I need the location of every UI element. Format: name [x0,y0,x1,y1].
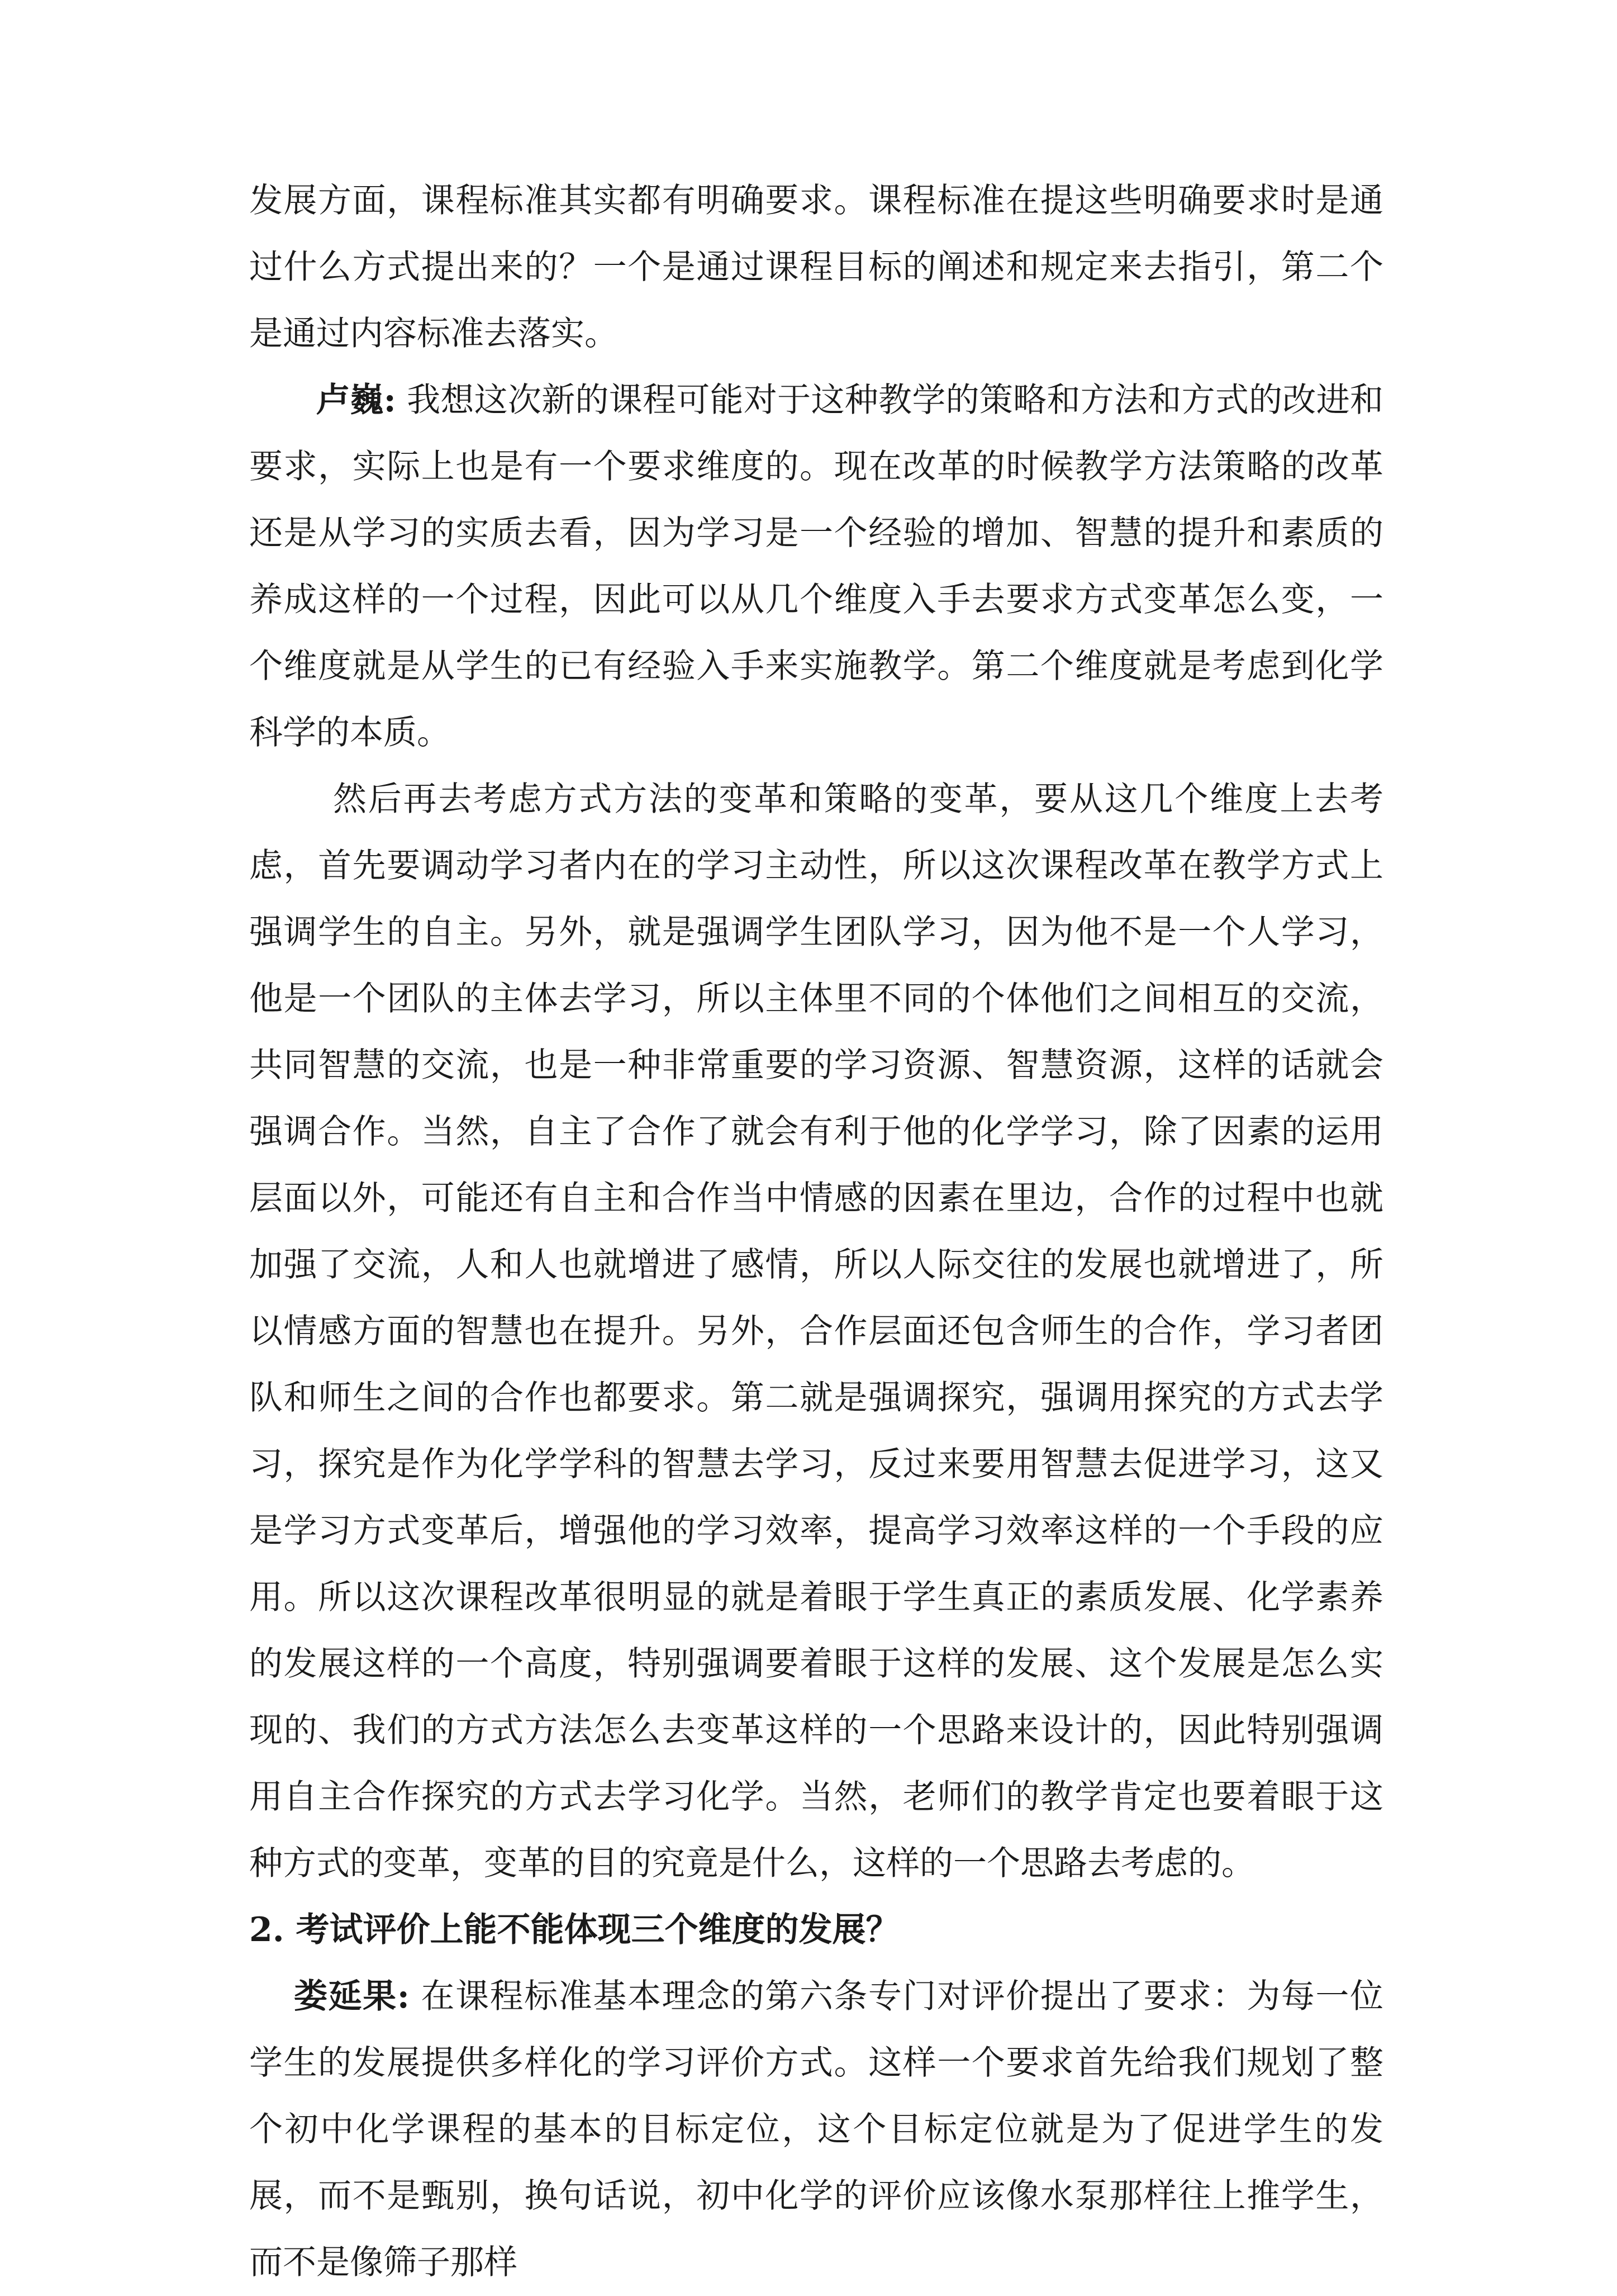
document-page [249,168,1383,2296]
paragraph-4-text: 在课程标准基本理念的第六条专门对评价提出了要求：为每一位学生的发展提供多样化的学习评价方式。这样一个要求首先给我们规划了整个初中化学课程的基本的目标定位，这个目标定位就是为了促进学生的发展，而不是甄别，换句话说，初中化学的评价应该像水泵那样往上推学生，而不是像筛子那样 [249,1977,1383,2282]
paragraph-2-text: 我想这次新的课程可能对于这种教学的策略和方法和方式的改进和要求，实际上也是有一个要求维度的。现在改革的时候教学方法策略的改革还是从学习的实质去看，因为学习是一个经验的增加、智慧的提升和素质的养成这样的一个过程，因此可以从几个维度入手去要求方式变革怎么变，一个维度就是从学生的已有经验入手来实施教学。第二个维度就是考虑到化学科学的本质。 [249,381,1383,752]
speaker-name: 卢巍: [316,381,396,420]
paragraph-1: 发展方面，课程标准其实都有明确要求。课程标准在提这些明确要求时是通过什么方式提出来的？一个是通过课程目标的阐述和规定来去指引，第二个是通过内容标准去落实。 [249,181,1383,353]
paragraph-4 [249,1963,1383,2296]
paragraph-2 [249,367,1383,766]
section-heading: 2. 考试评价上能不能体现三个维度的发展？ [249,1910,900,1949]
speaker-name: 娄延果: [294,1977,410,2016]
paragraph-3: 然后再去考虑方式方法的变革和策略的变革，要从这几个维度上去考虑，首先要调动学习者内在的学习主动性，所以这次课程改革在教学方式上强调学生的自主。另外，就是强调学生团队学习，因为他不是一个人学习，他是一个团队的主体去学习，所以主体里不同的个体他们之间相互的交流，共同智慧的交流，也是一种非常重要的学习资源、智慧资源，这样的话就会强调合作。当然，自主了合作了就会有利于他的化学学习，除了因素的运用层面以外，可能还有自主和合作当中情感的因素在里边，合作的过程中也就加强了交流，人和人也就增进了感情，所以人际交往的发展也就增进了，所以情感方面的智慧也在提升。另外，合作层面还包含师生的合作，学习者团队和师生之间的合作也都要求。第二就是强调探究，强调用探究的方式去学习，探究是作为化学学科的智慧去学习，反过来要用智慧去促进学习，这又是学习方式变革后，增强他的学习效率，提高学习效率这样的一个手段的应用。所以这次课程改革很明显的就是着眼于学生真正的素质发展、化学素养的发展这样的一个高度，特别强调要着眼于这样的发展、这个发展是怎么实现的、我们的方式方法怎么去变革这样的一个思路来设计的，因此特别强调用自主合作探究的方式去学习化学。当然，老师们的教学肯定也要着眼于这种方式的变革，变革的目的究竟是什么，这样的一个思路去考虑的。 [249,780,1383,1883]
